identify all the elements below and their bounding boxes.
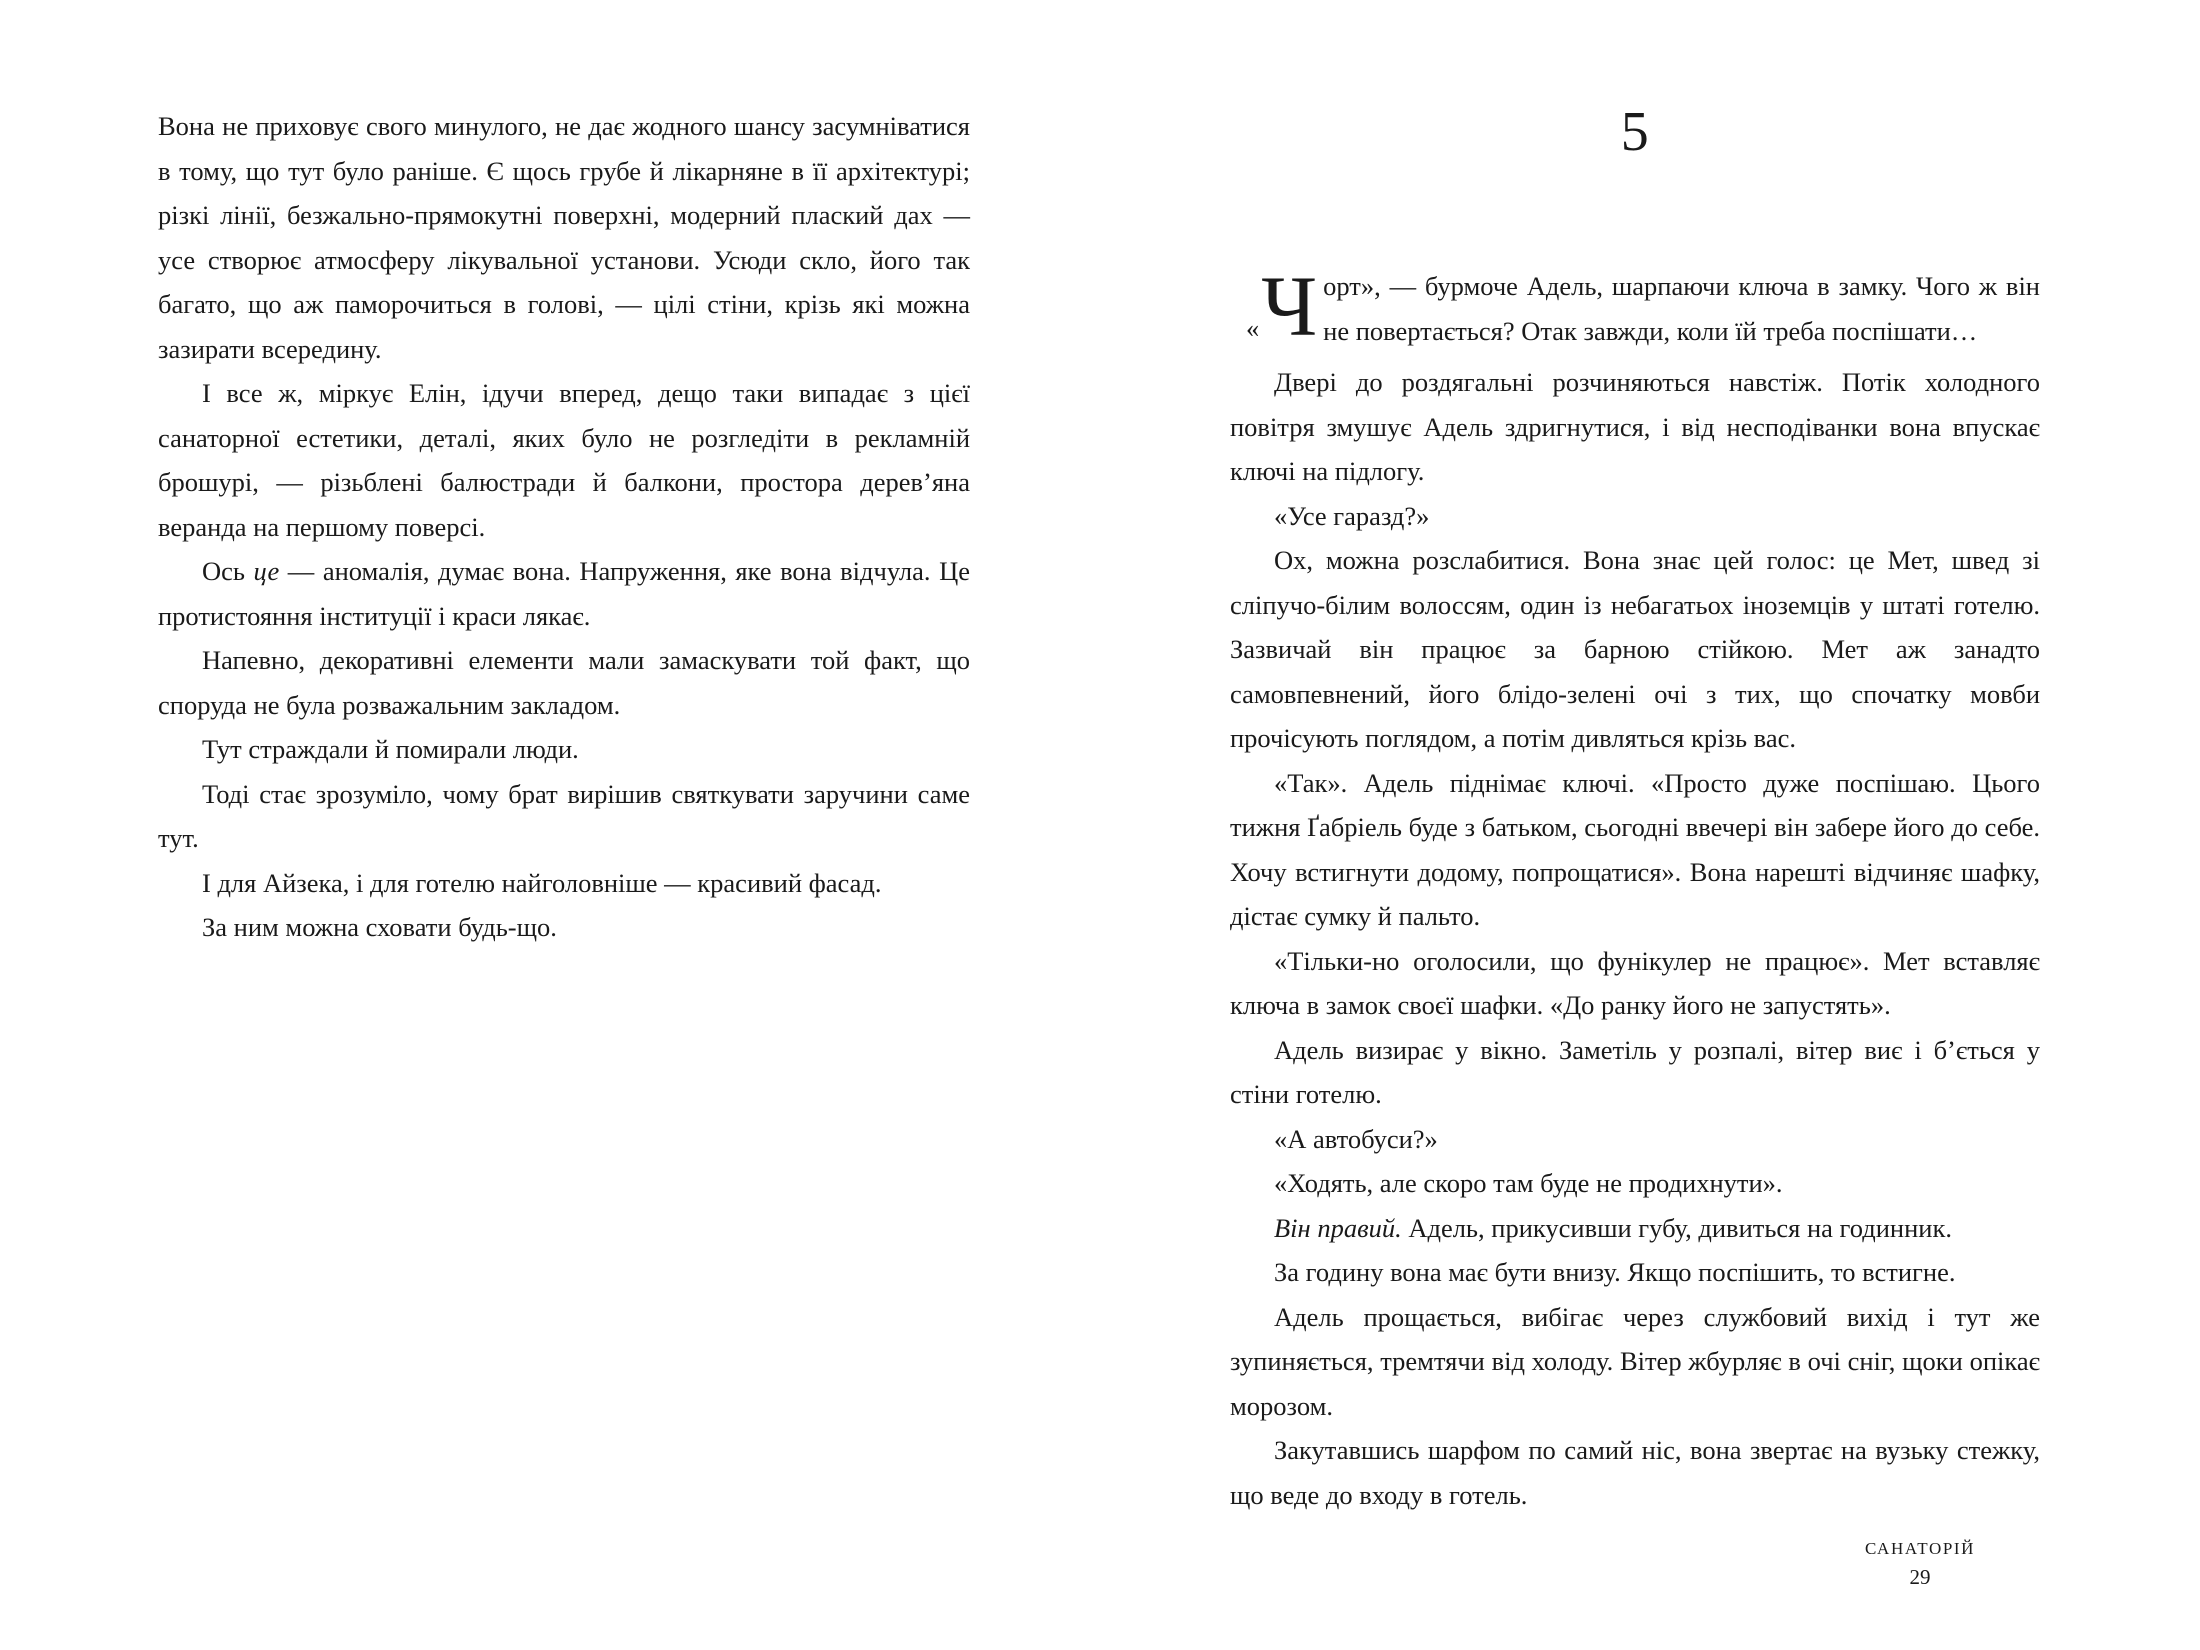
paragraph-text-part-b: — аномалія, думає вона. Напруження, яке вона відчула. Це протистояння інституції і краси лякає. xyxy=(158,556,970,631)
body-paragraph: «Усе гаразд?» xyxy=(1274,500,1430,531)
body-paragraph: І все ж, міркує Елін, ідучи вперед, дещо таки випадає з цієї санаторної естетики, деталі, яких було не розгледіти в рекламній брошурі, — різьблені балюстради й балкони, простора дерев’яна веранда на першому поверсі. xyxy=(158,378,970,542)
italic-emphasis: Він правий. xyxy=(1274,1212,1402,1243)
body-paragraph: Тоді стає зрозуміло, чому брат вирішив святкувати заручини саме тут. xyxy=(158,778,970,853)
opening-paragraph-text: орт», — бурмоче Адель, шарпаючи ключа в замку. Чого ж він не повертається? Отак завжди, коли їй треба поспішати… xyxy=(1323,271,2040,346)
body-paragraph: «Тільки-но оголосили, що фунікулер не працює». Мет вставляє ключа в замок своєї шафки. «До ранку його не запустять». xyxy=(1230,945,2040,1020)
body-paragraph: «Так». Адель піднімає ключі. «Просто дуже поспішаю. Цього тижня Ґабріель буде з батьком, сьогодні ввечері він забере його до себе. Хочу встигнути додому, попрощатися». Вона нарешті відчиняє шафку, дістає сумку й пальто. xyxy=(1230,767,2040,931)
paragraph-text-remainder: Адель, прикусивши губу, дивиться на годинник. xyxy=(1401,1212,1952,1243)
body-paragraph: Ох, можна розслабитися. Вона знає цей голос: це Мет, швед зі сліпучо-білим волоссям, один із небагатьох іноземців у штаті готелю. Зазвичай він працює за барною стійкою. Мет аж занадто самовпевнений, його блідо-зелені очі з тих, що спочатку мовби прочісують поглядом, а потім дивляться крізь вас. xyxy=(1230,545,2040,753)
body-paragraph: «Ходять, але скоро там буде не продихнути». xyxy=(1274,1168,1783,1198)
chapter-opening-paragraph xyxy=(1230,258,2040,360)
page-footer xyxy=(1800,1536,2040,1592)
body-paragraph: «А автобуси?» xyxy=(1274,1123,1438,1154)
body-paragraph-with-italic xyxy=(158,549,970,638)
drop-cap-letter: Ч xyxy=(1261,258,1318,354)
page-number: 29 xyxy=(1909,1565,1931,1589)
body-paragraph: І для Айзека, і для готелю найголовніше — красивий фасад. xyxy=(202,867,882,898)
body-paragraph: За ним можна сховати будь-що. xyxy=(202,912,557,942)
body-paragraph: Двері до роздягальні розчиняються навстіж. Потік холодного повітря змушує Адель здригнутися, і від несподіванки вона впускає ключі на підлогу. xyxy=(1230,367,2040,486)
italic-emphasis: це xyxy=(253,556,280,586)
right-page-column xyxy=(1100,0,2200,1650)
book-title-running-head: САНАТОРІЙ xyxy=(1864,1539,1976,1558)
body-paragraph: Тут страждали й помирали люди. xyxy=(202,734,579,764)
body-paragraph: За годину вона має бути внизу. Якщо поспішить, то встигне. xyxy=(1274,1257,1956,1287)
body-paragraph: Напевно, декоративні елементи мали замаскувати той факт, що споруда не була розважальним закладом. xyxy=(158,645,970,720)
body-paragraph-with-italic xyxy=(1230,1206,2040,1251)
paragraph-text-part-a: Ось xyxy=(202,556,254,586)
body-paragraph: Вона не приховує свого минулого, не дає жодного шансу засумніватися в тому, що тут було раніше. Є щось грубе й лікарняне в її архітектурі; різкі лінії, безжально-прямокутні поверхні, модерний плаский дах — усе створює атмосферу лікувальної установи. Усюди скло, його так багато, що аж паморочиться в голові, — цілі стіни, крізь які можна зазирати всередину. xyxy=(158,111,970,364)
chapter-number: 5 xyxy=(1620,101,1650,163)
body-paragraph: Адель визирає у вікно. Заметіль у розпалі, вітер виє і б’ється у стіни готелю. xyxy=(1230,1034,2040,1109)
body-paragraph: Закутавшись шарфом по самий ніс, вона звертає на вузьку стежку, що веде до входу в готель. xyxy=(1230,1435,2040,1510)
body-paragraph: Адель прощається, вибігає через службовий вихід і тут же зупиняється, тремтячи від холоду. Вітер жбурляє в очі сніг, щоки опікає морозом. xyxy=(1230,1301,2040,1421)
opening-quotation-mark: « xyxy=(1246,313,1260,343)
